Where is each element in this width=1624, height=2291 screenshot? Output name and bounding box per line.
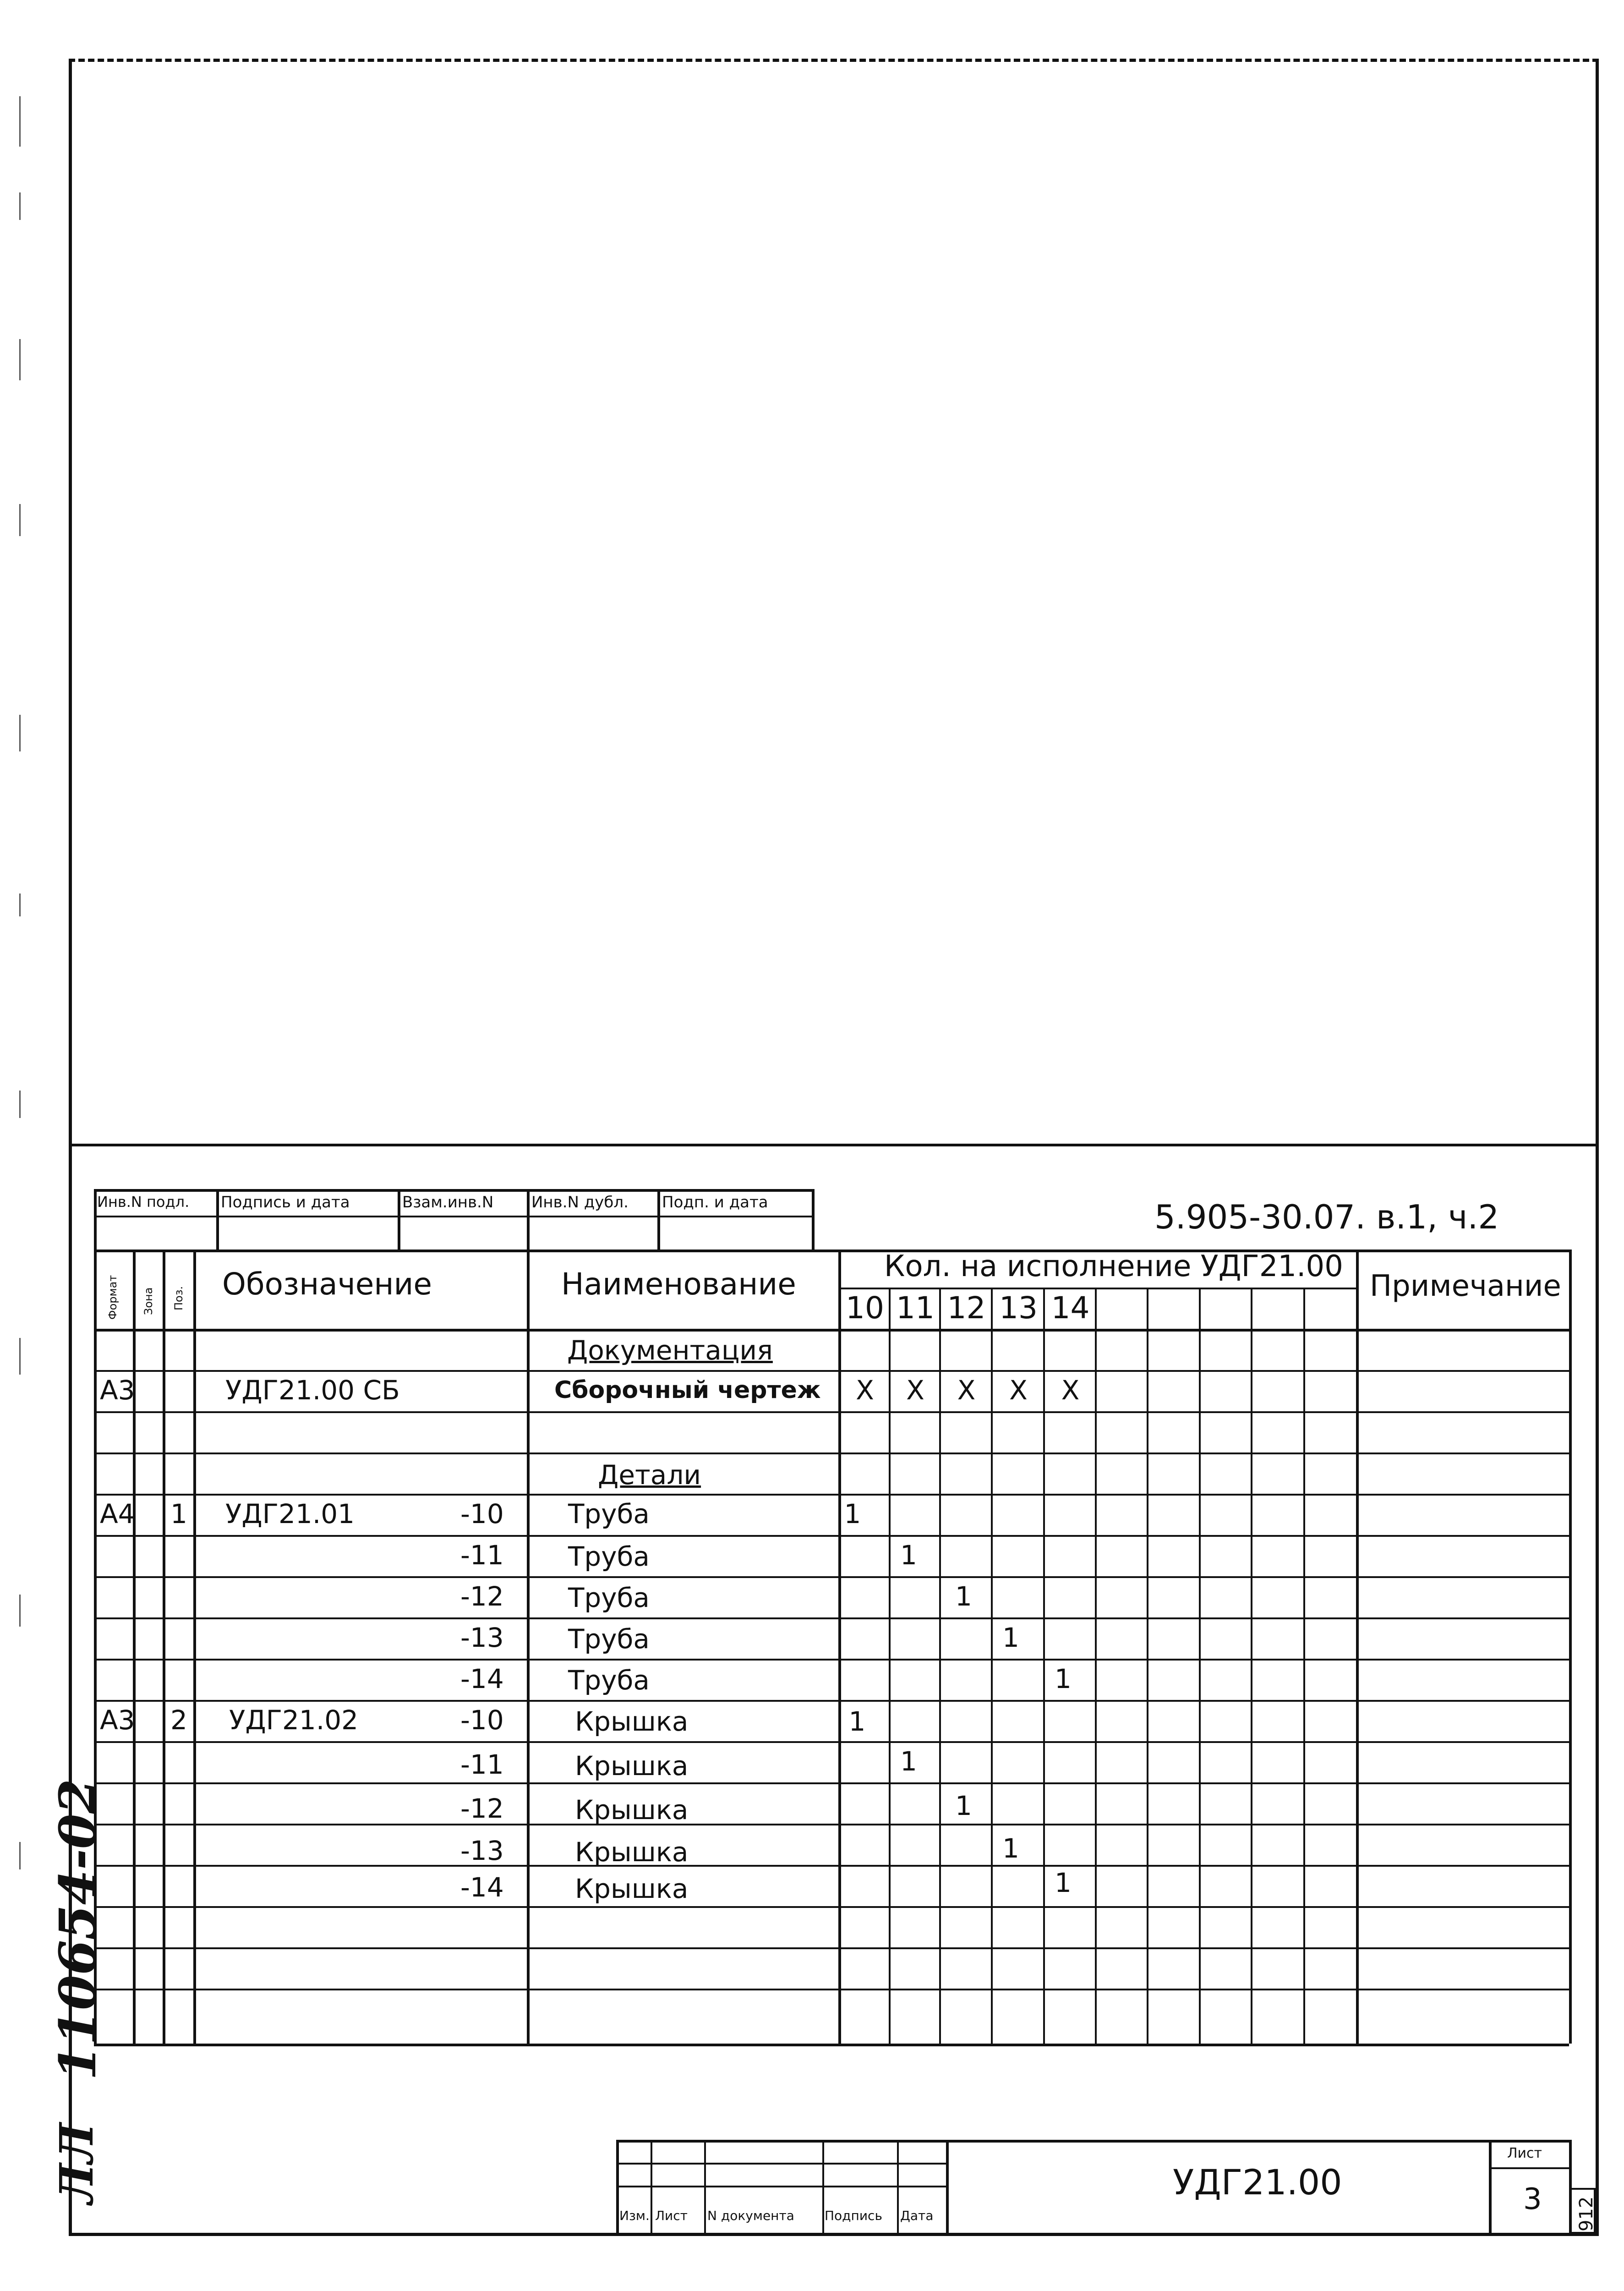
row-7-qty-11: 1 — [900, 1746, 917, 1777]
row-1-pos: 1 — [170, 1498, 187, 1529]
tb-docnum-label: N документа — [707, 2208, 794, 2223]
row-5-name: Труба — [568, 1665, 650, 1696]
tb-designation: УДГ21.00 — [1173, 2162, 1342, 2203]
row-0-format: А3 — [100, 1375, 135, 1406]
tb-change-label: Изм. — [619, 2208, 650, 2223]
col-zone-header: Зона — [142, 1287, 155, 1315]
row-1-designation: УДГ21.01 — [225, 1498, 355, 1529]
row-0-qty-11: X — [906, 1375, 924, 1406]
row-6-pos: 2 — [170, 1705, 187, 1736]
row-10-name: Крышка — [575, 1873, 689, 1904]
row-6-qty-10: 1 — [848, 1706, 866, 1737]
row-0-qty-14: X — [1061, 1375, 1080, 1406]
row-3-name: Труба — [568, 1582, 650, 1613]
row-0-designation: УДГ21.00 СБ — [225, 1375, 400, 1406]
section-docs: Документация — [567, 1335, 773, 1366]
row-5-qty-14: 1 — [1055, 1663, 1072, 1694]
row-4-variant: -13 — [460, 1622, 504, 1653]
frame-top-border — [69, 59, 1599, 62]
row-6-name: Крышка — [575, 1706, 689, 1737]
col-qty-header: Кол. на исполнение УДГ21.00 — [884, 1250, 1343, 1283]
row-4-name: Труба — [568, 1623, 650, 1655]
row-6-designation: УДГ21.02 — [229, 1705, 359, 1736]
row-4-qty-13: 1 — [1002, 1622, 1019, 1653]
tb-sign-label: Подпись — [825, 2208, 882, 2223]
row-0-qty-13: X — [1009, 1375, 1028, 1406]
row-0-qty-12: X — [957, 1375, 976, 1406]
handwritten-inventory-number: 110654-02 — [48, 1779, 107, 2080]
qty-col-14: 14 — [1051, 1290, 1090, 1326]
stamp-sign-date-label: Подпись и дата — [221, 1193, 350, 1211]
row-0-name: Сборочный чертеж — [554, 1376, 821, 1404]
stamp-replace-inv-label: Взам.инв.N — [402, 1193, 494, 1211]
row-1-format: А4 — [100, 1498, 135, 1529]
row-9-qty-13: 1 — [1002, 1833, 1019, 1864]
row-3-variant: -12 — [460, 1581, 504, 1612]
stamp-sign-date2-label: Подп. и дата — [662, 1193, 768, 1211]
row-2-name: Труба — [568, 1541, 650, 1572]
tb-sheet-number: 3 — [1523, 2182, 1542, 2216]
row-1-variant: -10 — [460, 1498, 504, 1529]
col-name-header: Наименование — [561, 1266, 796, 1302]
row-7-variant: -11 — [460, 1749, 504, 1780]
doc-number: 5.905-30.07. в.1, ч.2 — [1154, 1198, 1499, 1236]
section-parts: Детали — [598, 1459, 701, 1491]
row-6-variant: -10 — [460, 1705, 504, 1736]
row-1-name: Труба — [568, 1498, 650, 1529]
row-7-name: Крышка — [575, 1750, 689, 1781]
qty-col-10: 10 — [846, 1290, 884, 1326]
row-6-format: А3 — [100, 1705, 135, 1736]
col-note-header: Примечание — [1370, 1269, 1561, 1303]
row-0-qty-10: X — [856, 1375, 874, 1406]
drawing-frame — [69, 62, 1599, 2236]
stamp-dup-inv-label: Инв.N дубл. — [531, 1193, 629, 1211]
drawing-area-separator — [69, 1144, 1599, 1146]
corner-number: 912 — [1576, 2196, 1597, 2231]
col-pos-header: Поз. — [172, 1286, 185, 1310]
tb-sheet-label: Лист — [655, 2208, 688, 2223]
qty-col-11: 11 — [896, 1290, 935, 1326]
row-2-variant: -11 — [460, 1540, 504, 1571]
tb-sheet-header: Лист — [1507, 2145, 1542, 2161]
handwritten-initials: ЛЛ — [49, 2123, 104, 2204]
row-10-variant: -14 — [460, 1872, 504, 1903]
row-9-variant: -13 — [460, 1835, 504, 1866]
row-8-qty-12: 1 — [955, 1790, 972, 1821]
qty-col-13: 13 — [999, 1290, 1038, 1326]
row-5-variant: -14 — [460, 1663, 504, 1694]
row-9-name: Крышка — [575, 1836, 689, 1868]
row-10-qty-14: 1 — [1055, 1867, 1072, 1898]
row-8-variant: -12 — [460, 1793, 504, 1824]
row-8-name: Крышка — [575, 1794, 689, 1825]
qty-col-12: 12 — [947, 1290, 986, 1326]
col-format-header: Формат — [106, 1275, 119, 1320]
row-2-qty-11: 1 — [900, 1540, 917, 1571]
stamp-inv-label: Инв.N подл. — [97, 1193, 190, 1211]
row-1-qty-10: 1 — [844, 1498, 861, 1529]
row-3-qty-12: 1 — [955, 1581, 972, 1612]
col-designation-header: Обозначение — [222, 1266, 432, 1302]
corner-number-box — [1569, 2188, 1596, 2234]
tb-date-label: Дата — [900, 2208, 934, 2223]
